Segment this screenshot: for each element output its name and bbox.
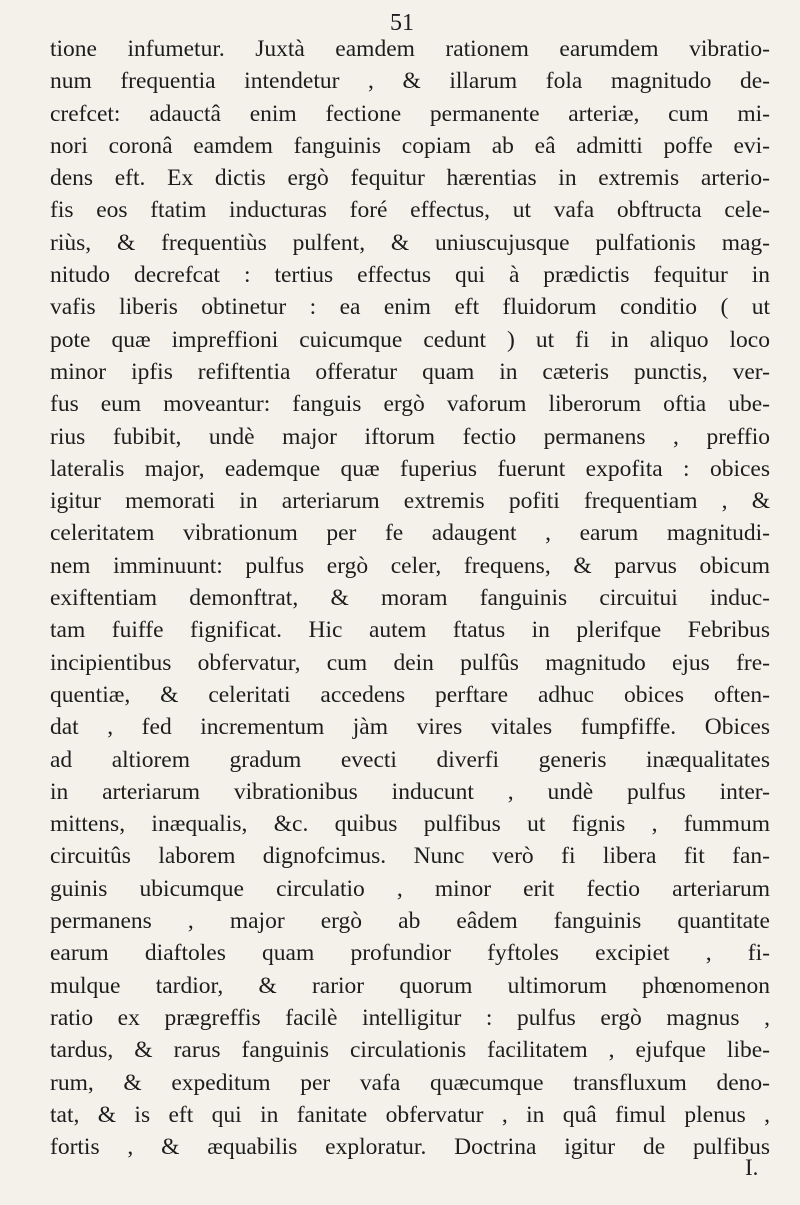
- text-line: tione infumetur. Juxtà eamdem rationem earumdem vibratio-: [50, 36, 770, 62]
- text-line: nitudo decrefcat : tertius effectus qui à prædictis fequitur in: [50, 262, 770, 289]
- text-line: incipientibus obfervatur, cum dein pulfûs magnitudo ejus fre-: [50, 649, 770, 676]
- text-line: in arteriarum vibrationibus inducunt , undè pulfus inter-: [50, 778, 770, 805]
- text-line: exiftentiam demonftrat, & moram fanguinis circuitui induc-: [50, 585, 770, 612]
- text-line: circuitûs laborem dignofcimus. Nunc verò fi libera fit fan-: [50, 843, 770, 870]
- text-line: vafis liberis obtinetur : ea enim eft fluidorum conditio ( ut: [50, 294, 770, 321]
- text-line: tardus, & rarus fanguinis circulationis facilitatem , ejufque libe-: [50, 1037, 770, 1064]
- text-line: dat , fed incrementum jàm vires vitales fumpfiffe. Obices: [50, 714, 770, 741]
- text-line: nem imminuunt: pulfus ergò celer, frequens, & parvus obicum: [50, 552, 770, 579]
- text-line: pote quæ impreffioni cuicumque cedunt ) ut fi in aliquo loco: [50, 326, 770, 353]
- text-line: lateralis major, eademque quæ fuperius fuerunt expofita : obices: [50, 455, 770, 482]
- text-line: igitur memorati in arteriarum extremis pofiti frequentiam , &: [50, 488, 770, 515]
- text-line: fus eum moveantur: fanguis ergò vaforum liberorum oftia ube-: [50, 391, 770, 418]
- text-line: minor ipfis refiftentia offeratur quam in cæteris punctis, ver-: [50, 358, 770, 385]
- text-line: fis eos ftatim inducturas foré effectus, ut vafa obftructa cele-: [50, 197, 770, 224]
- text-line: dens eft. Ex dictis ergò fequitur hærentias in extremis arterio-: [50, 165, 770, 192]
- text-line: crefcet: adauctâ enim fectione permanente arteriæ, cum mi-: [50, 100, 770, 127]
- catchword: I.: [745, 1155, 759, 1180]
- text-line: num frequentia intendetur , & illarum fola magnitudo de-: [50, 68, 770, 95]
- text-line: ratio ex prægreffis facilè intelligitur : pulfus ergò magnus ,: [50, 1004, 770, 1031]
- text-line: mittens, inæqualis, &c. quibus pulfibus ut fignis , fummum: [50, 811, 770, 838]
- text-line: permanens , major ergò ab eâdem fanguinis quantitate: [50, 908, 770, 935]
- text-line: tam fuiffe fignificat. Hic autem ftatus in plerifque Febribus: [50, 617, 770, 644]
- body-text: [50, 33, 770, 1163]
- text-line: rius fubibit, undè major iftorum fectio permanens , preffio: [50, 423, 770, 450]
- text-line: ad altiorem gradum evecti diverfi generis inæqualitates: [50, 746, 770, 773]
- text-line: tat, & is eft qui in fanitate obfervatur , in quâ fimul plenus ,: [50, 1101, 770, 1128]
- text-line: mulque tardior, & rarior quorum ultimorum phœnomenon: [50, 972, 770, 999]
- text-line: earum diaftoles quam profundior fyftoles excipiet , fi-: [50, 940, 770, 967]
- text-line: celeritatem vibrationum per fe adaugent , earum magnitudi-: [50, 520, 770, 547]
- text-line: fortis , & æquabilis exploratur. Doctrina igitur de pulfibus: [50, 1134, 770, 1161]
- text-line: quentiæ, & celeritati accedens perftare adhuc obices often-: [50, 681, 770, 708]
- text-line: guinis ubicumque circulatio , minor erit fectio arteriarum: [50, 875, 770, 902]
- text-line: rum, & expeditum per vafa quæcumque transfluxum deno-: [50, 1069, 770, 1096]
- text-line: nori coronâ eamdem fanguinis copiam ab eâ admitti poffe evi-: [50, 132, 770, 159]
- page-number: 51: [390, 10, 414, 36]
- text-line: riùs, & frequentiùs pulfent, & uniuscujusque pulfationis mag-: [50, 229, 770, 256]
